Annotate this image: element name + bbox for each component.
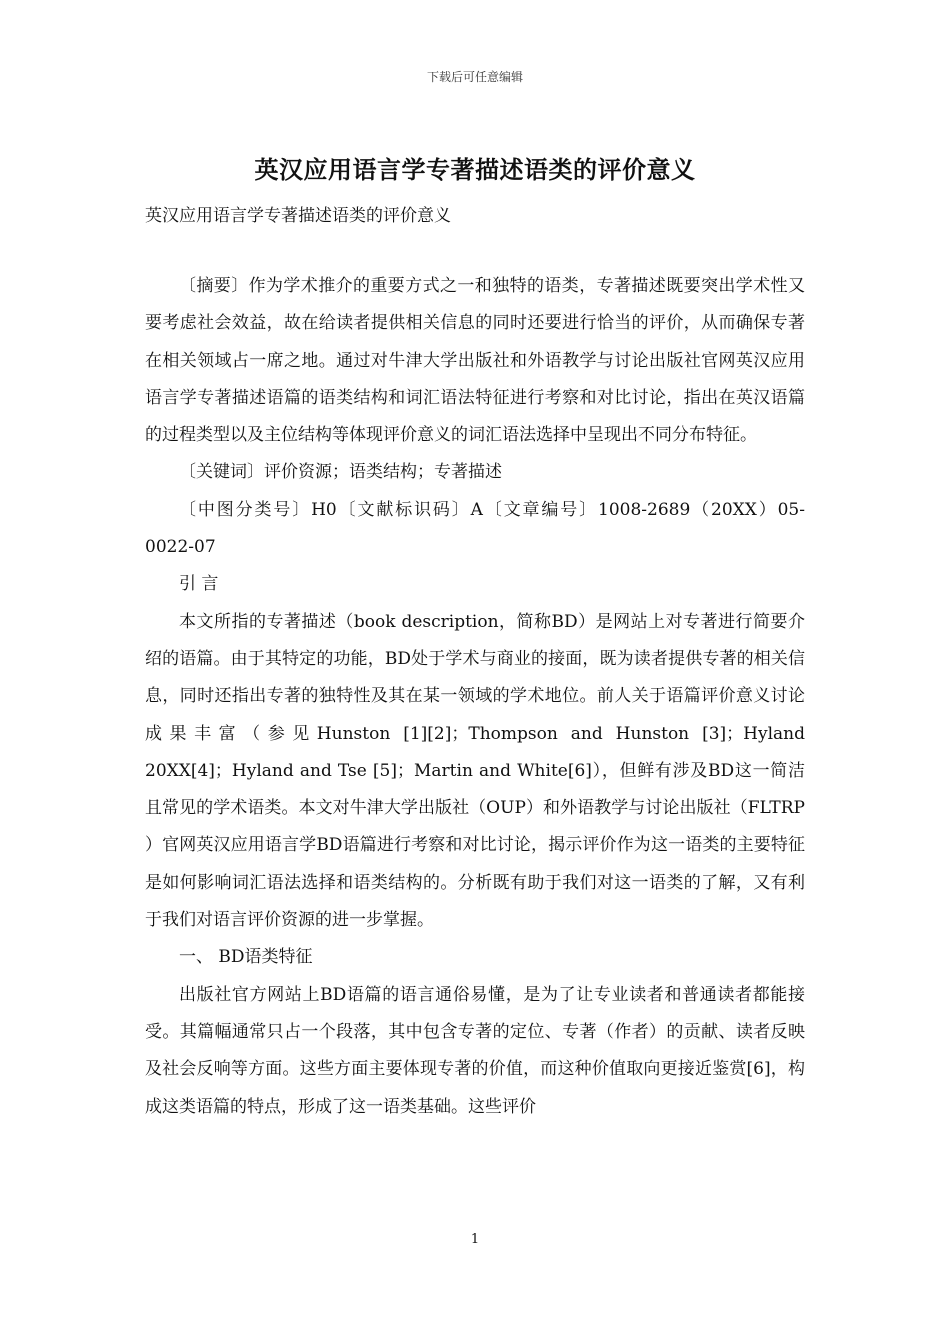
section-heading-introduction: 引 言 [179,574,219,595]
document-body [145,268,805,1126]
page-number: 1 [470,1232,480,1247]
header-note: 下载后可任意编辑 [426,70,523,84]
body-paragraph: 出版社官方网站上BD语篇的语言通俗易懂，是为了让专业读者和普通读者都能接受。其篇幅通常只占一个段落，其中包含专著的定位、专著（作者）的贡献、读者反映及社会反响等方面。这些方面主要体现专著的价值，而这种价值取向更接近鉴赏[6]，构成这类语篇的特点，形成了这一语类基础。这些评价 [145,984,805,1117]
section-heading-bd-features: 一、 BD语类特征 [179,947,313,968]
document-subtitle: 英汉应用语言学专著描述语类的评价意义 [145,206,451,226]
abstract-paragraph: 〔摘要〕作为学术推介的重要方式之一和独特的语类，专著描述既要突出学术性又要考虑社会效益，故在给读者提供相关信息的同时还要进行恰当的评价，从而确保专著在相关领域占一席之地。通过对牛津大学出版社和外语教学与讨论出版社官网英汉应用语言学专著描述语篇的语类结构和词汇语法特征进行考察和对比讨论，指出在英汉语篇的过程类型以及主位结构等体现评价意义的词汇语法选择中呈现出不同分布特征。 [145,276,805,446]
classification-paragraph: 〔中图分类号〕H0〔文献标识码〕A〔文章编号〕1008-2689（20XX）05-0022-07 [145,499,805,558]
introduction-paragraph: 本文所指的专著描述（book description，简称BD）是网站上对专著进行简要介绍的语篇。由于其特定的功能，BD处于学术与商业的接面，既为读者提供专著的相关信息，同时还指出专著的独特性及其在某一领域的学术地位。前人关于语篇评价意义讨论成果丰富（参见Hunston [1][2]；Thompson and Hunston [3]；Hyland 20XX[4]；Hyland and Tse [5]；Martin and White[6]），但鲜有涉及BD这一简洁且常见的学术语类。本文对牛津大学出版社（OUP）和外语教学与讨论出版社（FLTRP ）官网英汉应用语言学BD语篇进行考察和对比讨论，揭示评价作为这一语类的主要特征是如何影响词汇语法选择和语类结构的。分析既有助于我们对这一语类的了解，又有利于我们对语言评价资源的进一步掌握。 [145,611,805,931]
document-title: 英汉应用语言学专著描述语类的评价意义 [254,155,696,184]
keywords-paragraph: 〔关键词〕评价资源；语类结构；专著描述 [179,462,502,483]
